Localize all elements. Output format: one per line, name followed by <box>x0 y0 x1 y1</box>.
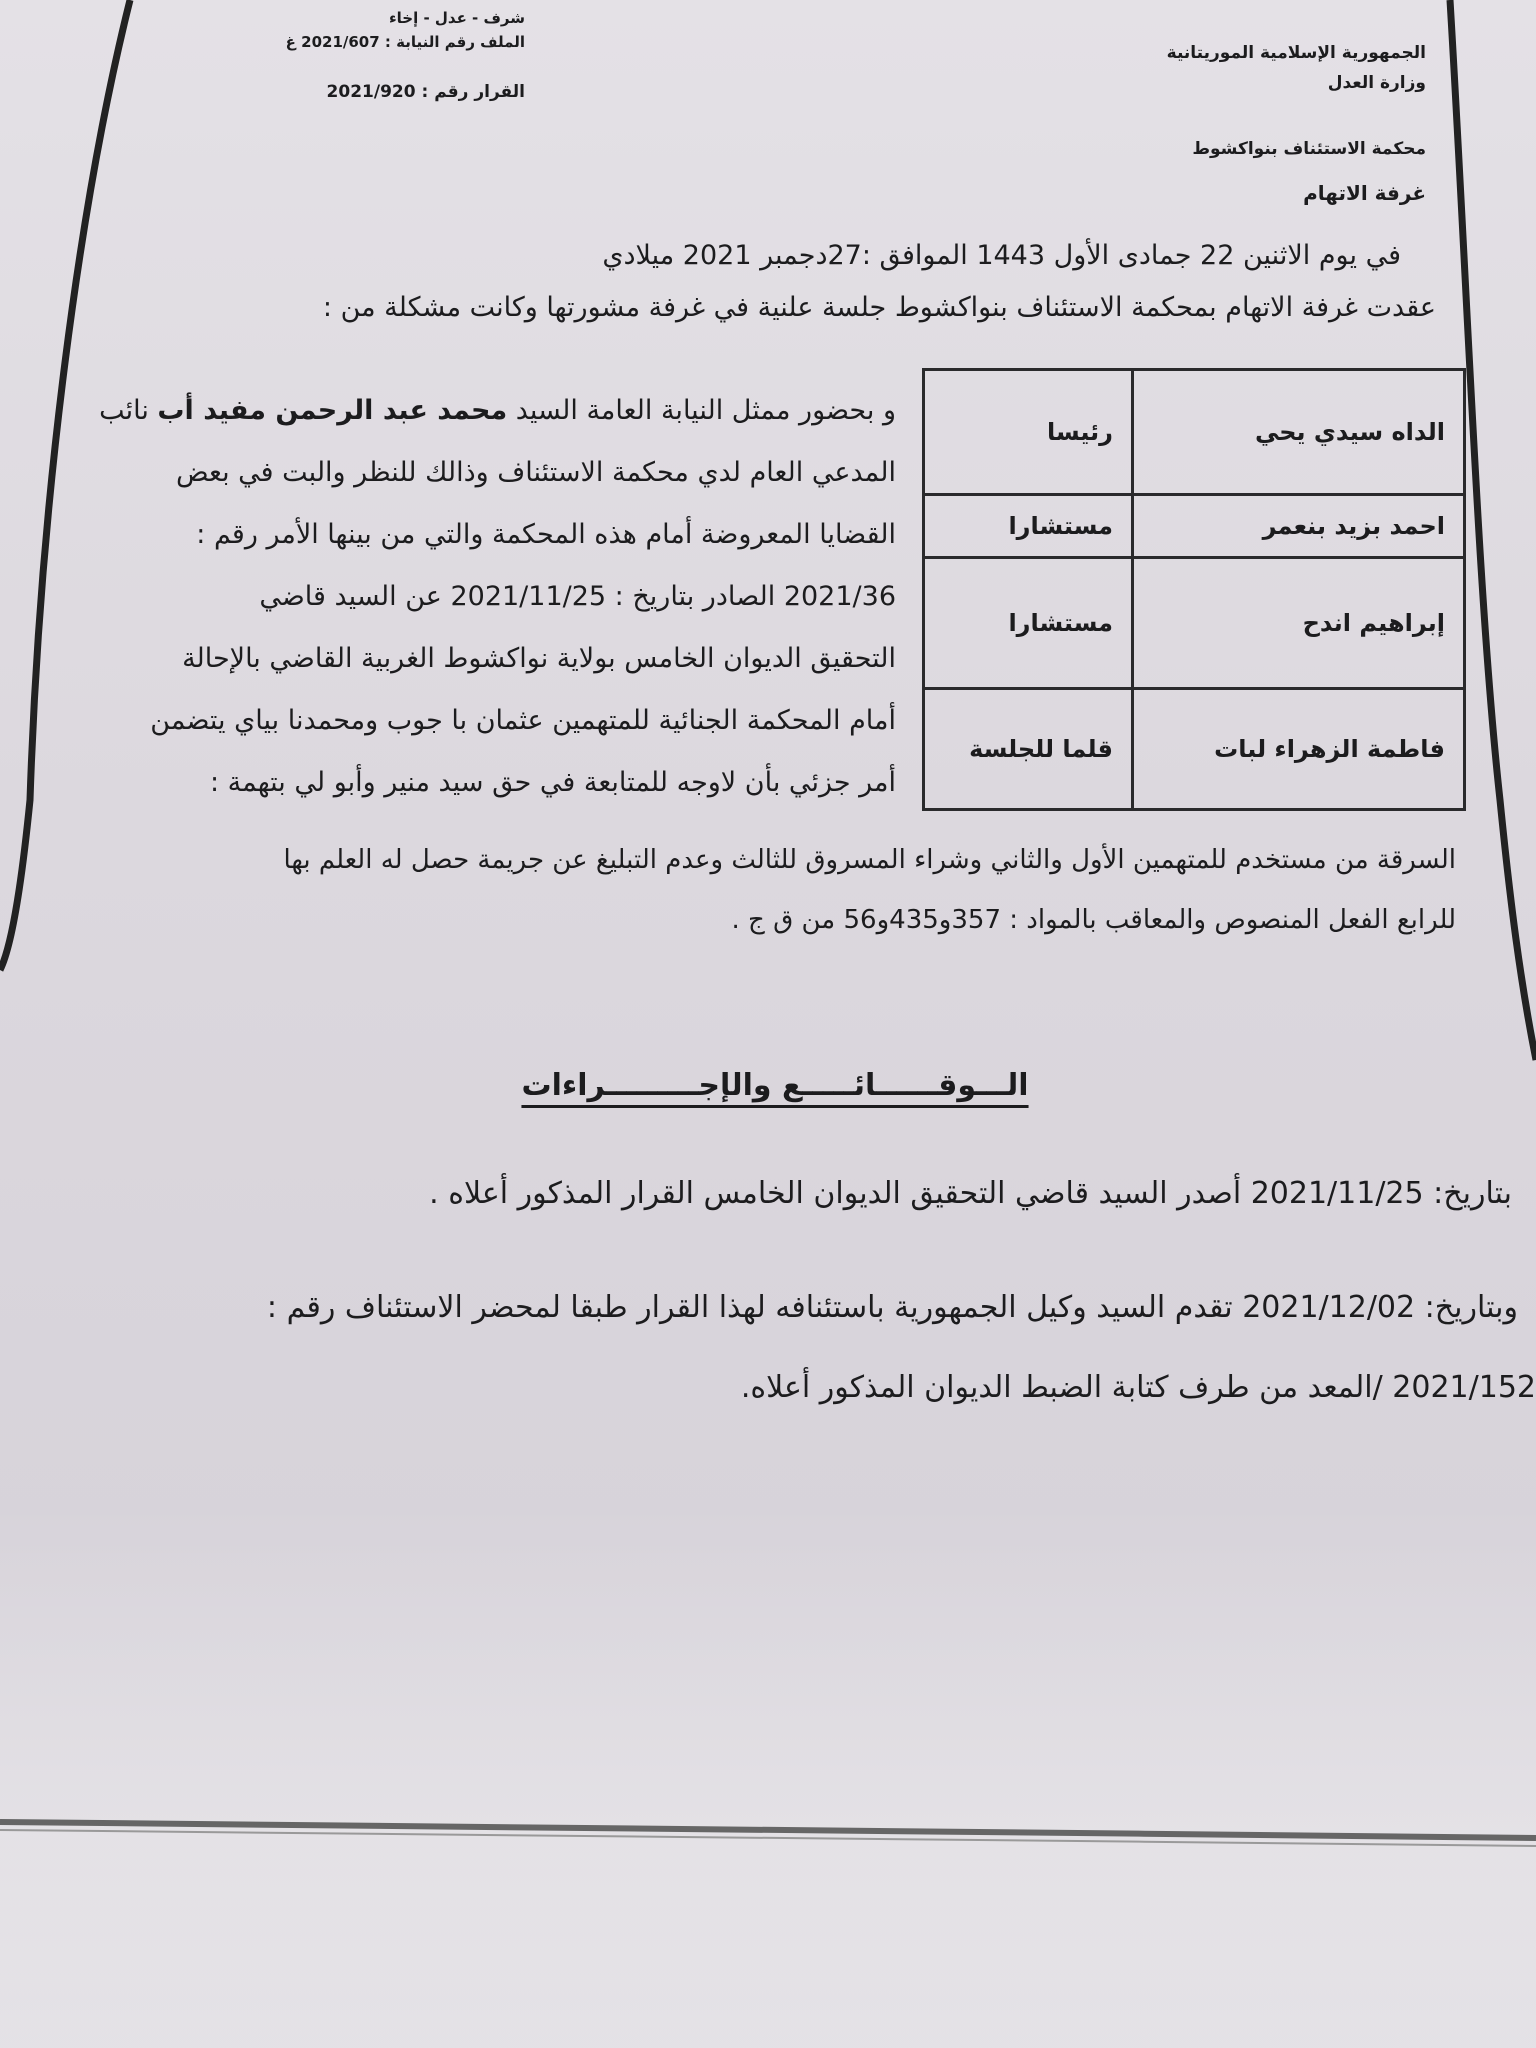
presence-line: التحقيق الديوان الخامس بولاية نواكشوط الغربية القاضي بالإحالة <box>182 643 896 674</box>
presence-line: أمر جزئي بأن لاوجه للمتابعة في حق سيد منير وأبو لي بتهمة : <box>209 767 896 798</box>
facts-paragraph-1: بتاريخ: 2021/11/25 أصدر السيد قاضي التحقيق الديوان الخامس القرار المذكور أعلاه . <box>429 1176 1512 1211</box>
table-row <box>924 558 1465 689</box>
member-name: احمد بزيد بنعمر <box>1133 495 1465 558</box>
member-name: إبراهيم اندح <box>1133 558 1465 689</box>
table-row <box>924 370 1465 495</box>
charges-paragraph <box>56 830 1456 950</box>
presence-line: القضايا المعروضة أمام هذه المحكمة والتي من بينها الأمر رقم : <box>196 519 896 550</box>
court-name: محكمة الاستئناف بنواكشوط <box>1192 139 1426 159</box>
charges-line: للرابع الفعل المنصوص والمعاقب بالمواد : 357و435و56 من ق ج . <box>731 905 1456 935</box>
prosecutor-name: محمد عبد الرحمن مفيد أب <box>157 395 508 426</box>
member-role: مستشارا <box>924 558 1133 689</box>
presence-line-end: نائب <box>99 395 158 426</box>
member-name: فاطمة الزهراء لبات <box>1133 689 1465 810</box>
motto: شرف - عدل - إخاء <box>388 9 525 27</box>
court-composition-table <box>922 368 1466 811</box>
republic-name: الجمهورية الإسلامية الموريتانية <box>1166 43 1426 63</box>
member-name: الداه سيدي يحي <box>1133 370 1465 495</box>
presence-line <box>36 380 896 442</box>
member-role: قلما للجلسة <box>924 689 1133 810</box>
table-row <box>924 495 1465 558</box>
session-date-line: في يوم الاثنين 22 جمادى الأول 1443 الموافق :27دجمبر 2021 ميلادي <box>602 240 1401 271</box>
chamber-name: غرفة الاتهام <box>1303 181 1426 205</box>
prosecution-file-number: الملف رقم النيابة : 2021/607 غ <box>285 33 525 51</box>
table-row <box>924 689 1465 810</box>
member-role: مستشارا <box>924 495 1133 558</box>
presence-line: 2021/36 الصادر بتاريخ : 2021/11/25 عن السيد قاضي <box>259 581 896 612</box>
header-institution <box>1006 38 1426 208</box>
session-intro-line: عقدت غرفة الاتهام بمحكمة الاستئناف بنواكشوط جلسة علنية في غرفة مشورتها وكانت مشكلة من : <box>322 292 1436 323</box>
frame-line-bottom <box>0 1822 1536 1838</box>
presence-line-start: و بحضور ممثل النيابة العامة السيد <box>507 395 896 426</box>
charges-line: السرقة من مستخدم للمتهمين الأول والثاني وشراء المسروق للثالث وعدم التبليغ عن جريمة حصل له العلم بها <box>283 845 1456 875</box>
presence-line: أمام المحكمة الجنائية للمتهمين عثمان با جوب ومحمدنا بياي يتضمن <box>150 705 896 736</box>
member-role: رئيسا <box>924 370 1133 495</box>
decision-number: القرار رقم : 2021/920 <box>326 82 525 102</box>
facts-paragraph-2: وبتاريخ: 2021/12/02 تقدم السيد وكيل الجمهورية باستئنافه لهذا القرار طبقا لمحضر الاستئناف رقم : <box>266 1290 1518 1325</box>
presence-paragraph <box>36 380 896 814</box>
facts-paragraph-3: 2021/152 /المعد من طرف كتابة الضبط الديوان المذكور أعلاه. <box>740 1370 1536 1405</box>
ministry-name: وزارة العدل <box>1327 73 1426 93</box>
header-references <box>225 6 525 104</box>
facts-section-title: الـــوقــــــائـــــع والإجـــــــــراءات <box>521 1068 1029 1103</box>
presence-line: المدعي العام لدي محكمة الاستئناف وذالك للنظر والبت في بعض <box>175 457 896 488</box>
